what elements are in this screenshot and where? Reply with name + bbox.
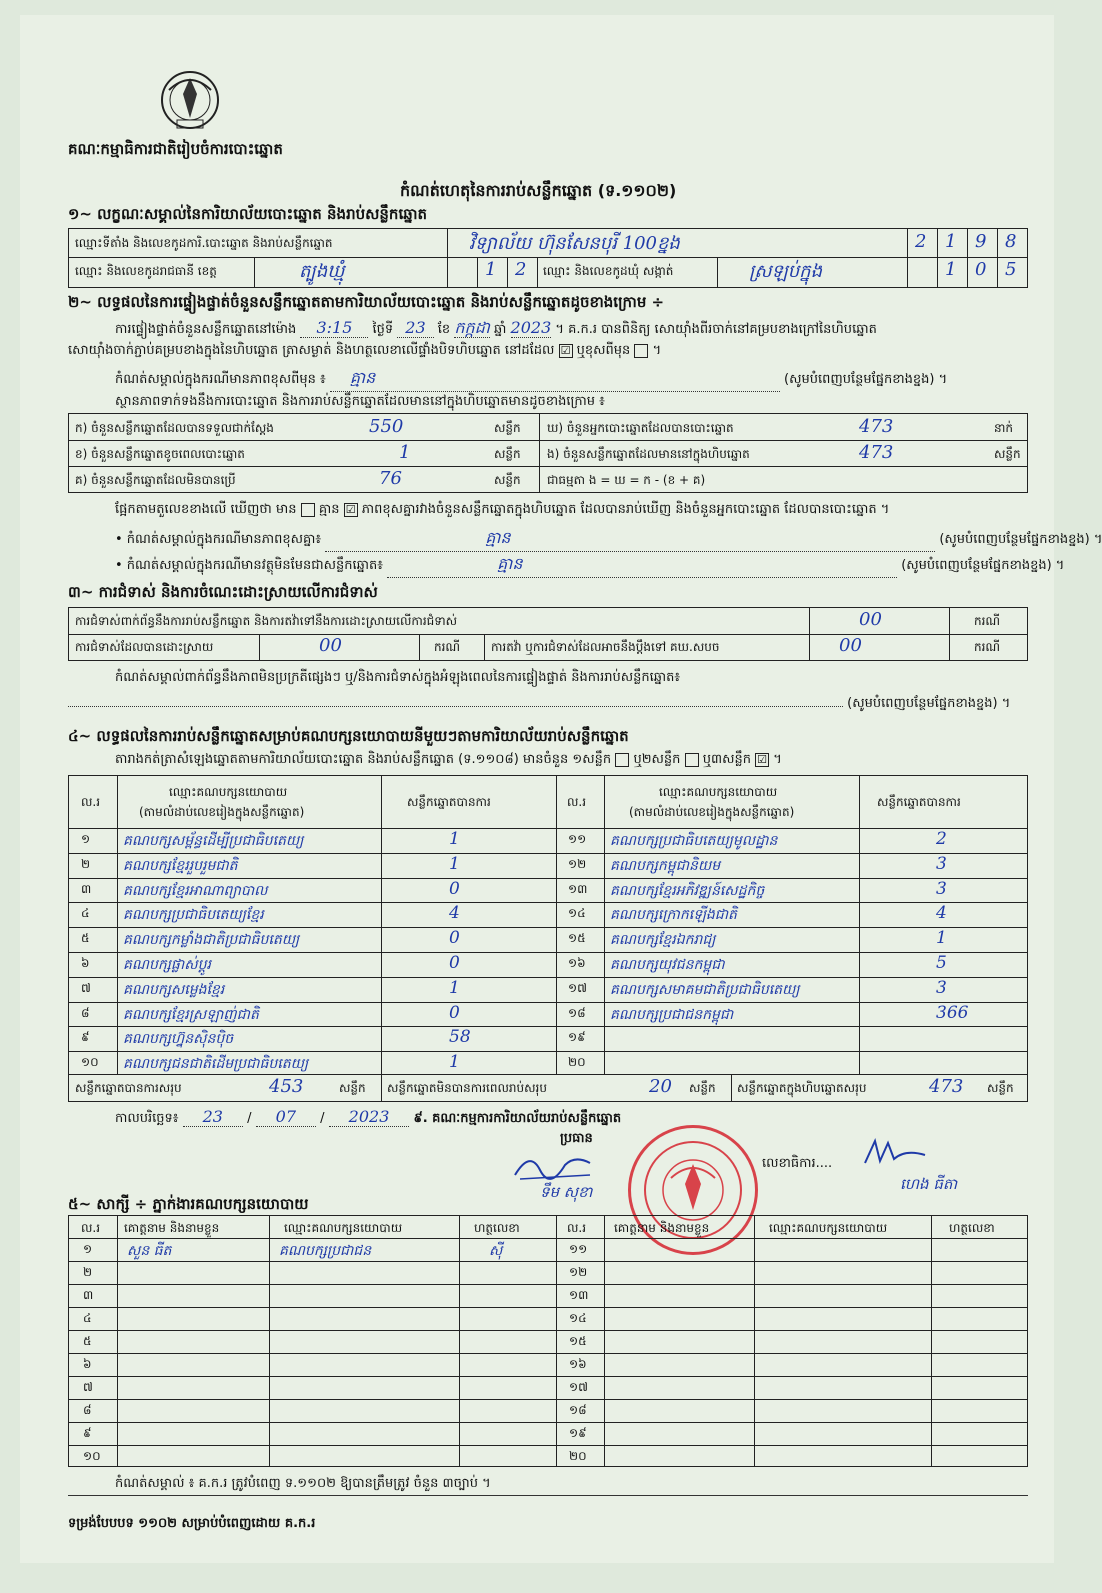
col-party-sub-right: (តាមលំដាប់លេខរៀងក្នុងសន្លឹកឆ្នោត) <box>629 805 795 819</box>
kh-unit: សន្លឹក <box>494 447 521 461</box>
g-unit: សន្លឹក <box>494 473 521 487</box>
party-row-right-name: គណបក្សសមាគមជាតិប្រជាធិបតេយ្យ <box>610 981 800 998</box>
note3-line <box>115 553 1064 578</box>
note1-value: គ្មាន <box>330 367 780 392</box>
witness-row-left-no: ៤ <box>83 1311 92 1325</box>
witness-row-left-sign: ស៊ី <box>489 1243 503 1259</box>
witness-row-left-no: ៥ <box>83 1334 92 1348</box>
formula: ជាធម្មតា ង = ឃ = ក - (ខ + គ) <box>547 473 706 487</box>
party-row-left-name: គណបក្សផ្លាស់ប្តូរ <box>123 957 211 973</box>
verify-line <box>115 317 877 341</box>
no-diff-checkbox[interactable]: ☑ <box>344 503 358 517</box>
party-row-left-no: ៣ <box>81 881 92 896</box>
totals-table <box>68 1074 1028 1102</box>
valid-total-unit: សន្លឹក <box>339 1081 366 1095</box>
form-title: កំណត់ហេតុនៃការរាប់សន្លឹកឆ្នោត (ទ.១១០២) <box>400 181 677 200</box>
party-row-right-no: ២០ <box>568 1055 586 1070</box>
party-row-right-votes: 3 <box>936 853 947 874</box>
gh-value: 473 <box>859 416 894 437</box>
note2-label: • កំណត់សម្គាល់ក្នុងករណីមានភាពខុសគ្នា៖ <box>115 532 322 547</box>
g-label: គ) ចំនួនសន្លឹកឆ្នោតដែលមិនបានប្រើ <box>75 473 236 487</box>
witness-row-left-name: សួន ធីត <box>127 1243 172 1259</box>
w-col-name-right: គោត្តនាម និងនាមខ្លួន <box>614 1221 710 1235</box>
secretary-name: ហេង ធីតា <box>900 1175 958 1193</box>
ng-value: 473 <box>859 442 894 463</box>
w-col-no-left: ល.រ <box>81 1221 101 1235</box>
s3-note <box>115 669 680 688</box>
col-votes-right: សន្លឹកឆ្នោតបានការ <box>877 795 961 809</box>
party-row-left-name: គណបក្សប្រជាធិបតេយ្យខ្មែរ <box>123 907 264 924</box>
place-value: វិទ្យាល័យ ហ៊ុនសែនបុរី 100ខ្នង <box>469 233 680 254</box>
s3-row1-label: ការជំទាស់ពាក់ព័ន្ធនឹងការរាប់សន្លឹកឆ្នោត និងការតវ៉ាទៅនឹងការដោះស្រាយលើការជំទាស់ <box>75 614 458 628</box>
w-col-party-left: ឈ្មោះគណបក្សនយោបាយ <box>284 1221 403 1235</box>
party-row-left-no: ១ <box>81 832 91 846</box>
w-col-sign-left: ហត្ថលេខា <box>474 1221 520 1235</box>
s3-table <box>68 607 1028 661</box>
s4-subtitle-b: ឬ២សន្លឹក <box>633 752 681 767</box>
s1-table <box>68 228 1028 288</box>
w-col-party-right: ឈ្មោះគណបក្សនយោបាយ <box>769 1221 888 1235</box>
province-value: ត្បូងឃ្មុំ <box>299 261 345 282</box>
g-value: 76 <box>379 468 402 489</box>
secretary-signature <box>860 1135 930 1175</box>
witness-row-right-no: ១៦ <box>569 1357 587 1371</box>
date-label: កាលបរិច្ឆេទ៖ <box>115 1111 179 1126</box>
party-row-left-no: ៩ <box>81 1030 90 1045</box>
s3-row2b-label: ការតវ៉ា ឬការជំទាស់ដែលអាចនឹងប្តឹងទៅ គឃ.សបច <box>491 640 720 654</box>
s5-title: ៥~ សាក្សី ÷ ភ្នាក់ងារគណបក្សនយោបាយ <box>68 1195 309 1213</box>
col-party-left: ឈ្មោះគណបក្សនយោបាយ <box>169 785 288 799</box>
k-label: ក) ចំនួនសន្លឹកឆ្នោតដែលបានទទួលជាក់ស្តែង <box>75 421 274 435</box>
s4-subtitle-a: តារាងកត់ត្រាសំឡេងឆ្នោតតាមការិយាល័យបោះឆ្នោត និងរាប់សន្លឹកឆ្នោត (ទ.១១០៨) មានចំនួន ១សន្លឹក <box>115 752 612 767</box>
place-code-2: 1 <box>945 231 957 252</box>
date-day: 23 <box>183 1107 243 1127</box>
party-row-right-name: គណបក្សយុវជនកម្ពុជា <box>610 957 725 973</box>
party-row-right-no: ១៣ <box>568 881 588 896</box>
party-row-right-votes: 4 <box>936 903 947 924</box>
party-row-right-no: ១២ <box>568 856 587 871</box>
place-label: ឈ្មោះទីតាំង និងលេខកូដការិ.បោះឆ្នោត និងរាប់សន្លឹកឆ្នោត <box>75 236 333 250</box>
note1-suffix: (សូមបំពេញបន្ថែមផ្នែកខាងខ្នង) ។ <box>784 372 948 387</box>
invalid-total: 20 <box>649 1076 672 1097</box>
gh-unit: នាក់ <box>994 421 1014 435</box>
s1-title: ១~ លក្ខណៈសម្គាល់នៃការិយាល័យបោះឆ្នោត និងរាប់សន្លឹកឆ្នោត <box>68 205 428 223</box>
s3-row2-value: 00 <box>319 635 342 656</box>
party-row-left-name: គណបក្សសម្ព័ន្ធដើម្បីប្រជាធិបតេយ្យ <box>123 833 304 849</box>
party-row-left-name: គណបក្សជនជាតិដើមប្រជាធិបតេយ្យ <box>123 1056 309 1073</box>
note2-suffix: (សូមបំពេញបន្ថែមផ្នែកខាងខ្នង) ។ <box>939 532 1102 547</box>
two-sheet-checkbox[interactable] <box>685 753 699 767</box>
s3-note-line2 <box>68 695 1028 714</box>
province-code-2: 2 <box>515 259 527 280</box>
note2-line <box>115 527 1102 552</box>
party-row-right-votes: 3 <box>936 977 947 998</box>
party-row-left-votes: 0 <box>449 1002 460 1023</box>
s4-subtitle-c: ឬ៣សន្លឹក <box>702 752 751 767</box>
status-line: ស្ថានភាពទាក់ទងនឹងការបោះឆ្នោត និងការរាប់សន្លឹកឆ្នោតដែលមាននៅក្នុងហិបឆ្នោតមានដូចខាងក្រោម ៖ <box>115 394 605 409</box>
diff-line <box>115 501 889 520</box>
valid-total: 453 <box>269 1076 304 1097</box>
party-row-left-votes: 4 <box>449 903 460 924</box>
party-row-right-votes: 5 <box>936 953 947 973</box>
witness-row-left-no: ៦ <box>83 1357 92 1371</box>
party-row-left-name: គណបក្សខ្មែររួបរួមជាតិ <box>123 857 238 874</box>
footnote: កំណត់សម្គាល់ ៖ គ.ក.រ ត្រូវបំពេញ ទ.១១០២ ឱ្យបានត្រឹមត្រូវ ចំនួន ៣ច្បាប់ ។ <box>115 1476 491 1491</box>
witness-row-left-no: ១០ <box>83 1449 101 1463</box>
col-votes-left: សន្លឹកឆ្នោតបានការ <box>407 795 491 809</box>
box-total: 473 <box>929 1076 964 1097</box>
place-code-1: 2 <box>915 231 927 252</box>
box-total-unit: សន្លឹក <box>987 1081 1014 1095</box>
party-row-left-votes: 0 <box>449 953 460 973</box>
witness-row-left-no: ៣ <box>83 1288 94 1302</box>
one-sheet-checkbox[interactable] <box>615 753 629 767</box>
party-row-right-votes: 1 <box>936 928 947 949</box>
invalid-total-label: សន្លឹកឆ្នោតមិនបានការពេលរាប់សរុប <box>387 1081 547 1095</box>
s3-note-suffix: (សូមបំពេញបន្ថែមផ្នែកខាងខ្នង) ។ <box>847 696 1011 711</box>
s4-title: ៤~ លទ្ធផលនៃការរាប់សន្លឹកឆ្នោតសម្រាប់គណបក្សនយោបាយនីមួយៗតាមការិយាល័យរាប់សន្លឹកឆ្នោត <box>68 727 629 745</box>
party-row-right-no: ១៥ <box>568 931 586 946</box>
verify-text-a: ការផ្ទៀងផ្ទាត់ចំនួនសន្លឹកឆ្នោតនៅម៉ោង <box>115 322 297 337</box>
party-row-left-votes: 58 <box>449 1027 471 1048</box>
note1-label: កំណត់សម្គាល់ក្នុងករណីមានភាពខុសពីមុន ៖ <box>115 372 326 387</box>
note2-value: គ្មាន <box>325 527 935 552</box>
diff-text-b: គ្មាន <box>318 502 340 517</box>
s3-row1-case: ករណី <box>974 614 1001 628</box>
witness-row-left-no: ២ <box>83 1265 93 1279</box>
col-party-right: ឈ្មោះគណបក្សនយោបាយ <box>659 785 778 799</box>
place-code-3: 9 <box>975 231 987 252</box>
changed-label: ឬខុសពីមុន <box>576 343 631 358</box>
s3-title: ៣~ ការជំទាស់ និងការចំណេះដោះស្រាយលើការជំទាស់ <box>68 583 378 601</box>
kh-label: ខ) ចំនួនសន្លឹកឆ្នោតខូចពេលបោះឆ្នោត <box>75 447 245 461</box>
commune-code-2: 0 <box>975 259 987 280</box>
party-row-right-votes: 2 <box>936 829 947 849</box>
s3-row2-label: ការជំទាស់ដែលបានដោះស្រាយ <box>75 640 214 654</box>
party-row-right-no: ១៨ <box>568 1005 586 1020</box>
party-row-left-votes: 1 <box>449 829 460 849</box>
party-row-left-no: ៧ <box>81 980 91 995</box>
nec-emblem <box>155 60 225 140</box>
k-unit: សន្លឹក <box>494 421 521 435</box>
commune-label: ឈ្មោះ និងលេខកូដឃុំ សង្កាត់ <box>543 264 674 278</box>
note3-label: • កំណត់សម្គាល់ក្នុងករណីមានវត្ថុមិនមែនជាសន្លឹកឆ្នោត៖ <box>115 558 383 573</box>
party-row-left-name: គណបក្សកម្លាំងជាតិប្រជាធិបតេយ្យ <box>123 932 300 949</box>
s3-note-label: កំណត់សម្គាល់ពាក់ព័ន្ធនឹងភាពមិនប្រក្រតីផ្សេងៗ ឬ/និងការជំទាស់ក្នុងអំឡុងពេលនៃការផ្ទៀងផ្ទាត់ និងការរាប់សន្លឹកឆ្នោត៖ <box>115 670 681 685</box>
party-row-left-no: ៦ <box>81 956 90 970</box>
party-row-left-no: ៥ <box>81 931 90 946</box>
day-label: ថ្ងៃទី <box>372 322 394 337</box>
chair-label: ប្រធាន <box>560 1131 593 1146</box>
w-col-name-left: គោត្តនាម និងនាមខ្លួន <box>124 1221 220 1235</box>
ng-unit: សន្លឹក <box>994 447 1021 461</box>
party-row-right-votes: 366 <box>936 1002 969 1023</box>
witness-row-right-no: ១២ <box>569 1265 588 1279</box>
footer-rule <box>68 1495 1028 1496</box>
party-row-left-votes: 1 <box>449 977 460 998</box>
commune-code-1: 1 <box>945 259 957 280</box>
party-row-left-no: ៤ <box>81 906 90 921</box>
note3-value: គ្មាន <box>387 553 897 578</box>
org-name: គណៈកម្មាធិការជាតិរៀបចំការបោះឆ្នោត <box>68 140 283 158</box>
note1-line <box>115 367 1015 392</box>
w-col-no-right: ល.រ <box>567 1221 587 1235</box>
date-line: កាលបរិច្ឆេទ៖ 23 / 07 / 2023 ៩. គណៈកម្មការការិយាល័យរាប់សន្លឹកឆ្នោត <box>115 1107 622 1126</box>
witness-table <box>68 1215 1028 1467</box>
witness-row-right-no: ១១ <box>569 1242 588 1256</box>
three-sheet-checkbox[interactable]: ☑ <box>755 753 769 767</box>
witness-row-right-no: ១៤ <box>569 1311 587 1325</box>
changed-checkbox[interactable] <box>634 344 648 358</box>
party-row-left-votes: 0 <box>449 928 460 949</box>
party-row-left-no: ១០ <box>81 1055 99 1070</box>
verify-time: 3:15 <box>300 318 368 338</box>
witness-row-right-no: ១៥ <box>569 1334 587 1348</box>
secretary-label-text: លេខាធិការ <box>762 1156 816 1171</box>
commune-code-3: 5 <box>1005 259 1017 280</box>
witness-row-left-no: ១ <box>83 1242 93 1256</box>
secretary-label: លេខាធិការ.... <box>762 1156 833 1171</box>
witness-row-right-no: ១៧ <box>569 1380 588 1394</box>
results-table <box>68 775 1028 1075</box>
k-value: 550 <box>369 416 404 437</box>
verify-year: 2023 <box>510 318 552 337</box>
party-row-right-name: គណបក្សកម្ពុជានិយម <box>610 857 721 874</box>
witness-row-left-no: ៧ <box>83 1380 93 1394</box>
form-page <box>20 15 1102 1563</box>
party-row-right-name: គណបក្សក្រោកឡើងជាតិ <box>610 907 737 924</box>
col-no-right: ល.រ <box>567 795 587 809</box>
box-total-label: សន្លឹកឆ្នោតក្នុងហិបឆ្នោតសរុប <box>737 1081 867 1095</box>
witness-row-right-no: ១៨ <box>569 1403 587 1417</box>
col-party-sub-left: (តាមលំដាប់លេខរៀងក្នុងសន្លឹកឆ្នោត) <box>139 805 305 819</box>
diff-text-c: ភាពខុសគ្នារវាងចំនួនសន្លឹកឆ្នោតក្នុងហិបឆ្នោត ដែលបានរាប់ឃើញ និងចំនួនអ្នកបោះឆ្នោត ដែលបានបោះឆ្នោត ។ <box>361 502 890 517</box>
party-row-left-votes: 0 <box>449 878 460 899</box>
place-code-4: 8 <box>1005 231 1017 252</box>
province-label: ឈ្មោះ និងលេខកូដរាជធានី ខេត្ត <box>75 264 217 278</box>
diff-text-a: ផ្អែកតាមតួលេខខាងលើ ឃើញថា មាន <box>115 502 297 517</box>
witness-row-right-no: ២០ <box>569 1449 587 1463</box>
s3-row2b-case: ករណី <box>974 640 1001 654</box>
verify-day: 23 <box>397 318 433 338</box>
ng-label: ង) ចំនួនសន្លឹកឆ្នោតដែលមាននៅក្នុងហិបឆ្នោត <box>547 447 750 461</box>
party-row-left-votes: 1 <box>449 853 460 874</box>
party-row-right-name: គណបក្សប្រជាធិបតេយ្យមូលដ្ឋាន <box>610 833 778 849</box>
date-year: 2023 <box>329 1107 410 1127</box>
witness-row-left-no: ៨ <box>83 1403 92 1417</box>
has-diff-checkbox[interactable] <box>301 503 315 517</box>
col-no-left: ល.រ <box>81 795 101 809</box>
gh-label: ឃ) ចំនួនអ្នកបោះឆ្នោតដែលបានបោះឆ្នោត <box>547 421 734 435</box>
s3-row1-value: 00 <box>859 609 882 630</box>
party-row-right-no: ១១ <box>568 832 587 846</box>
party-row-left-votes: 1 <box>449 1052 460 1073</box>
party-row-right-no: ១៩ <box>568 1030 586 1045</box>
committee-label: ៩. គណៈកម្មការការិយាល័យរាប់សន្លឹកឆ្នោត <box>413 1111 622 1126</box>
commune-value: ស្រឡប់ក្នុង <box>749 261 823 282</box>
s3-row2-case: ករណី <box>434 640 461 654</box>
verify-text-b: ។ គ.ក.រ បានពិនិត្យ សោយ៉ាំងពីរចាក់នៅគម្របខាងក្រៅនៃហិបឆ្នោត <box>555 322 877 337</box>
party-row-left-no: ៨ <box>81 1005 90 1020</box>
s2-counts-table <box>68 413 1028 493</box>
same-checkbox[interactable]: ☑ <box>559 344 573 358</box>
verify-month: កក្កដា <box>454 318 490 337</box>
party-row-right-no: ១៤ <box>568 906 586 921</box>
party-row-right-name: គណបក្សខ្មែរអភិវឌ្ឍន៍សេដ្ឋកិច្ច <box>610 882 765 899</box>
w-col-sign-right: ហត្ថលេខា <box>949 1221 995 1235</box>
year-label: ឆ្នាំ <box>494 322 507 337</box>
valid-total-label: សន្លឹកឆ្នោតបានការសរុប <box>75 1081 182 1095</box>
verify-text-c: សោយ៉ាំងចាក់ភ្ជាប់គម្របខាងក្នុងនៃហិបឆ្នោត ត្រាសម្ងាត់ និងហត្ថលេខាលើផ្ទាំងបិទហិបឆ្នោត នៅដដែល <box>68 343 555 358</box>
witness-row-right-no: ១៩ <box>569 1426 587 1440</box>
party-row-left-name: គណបក្សសម្លេងខ្មែរ <box>123 981 225 998</box>
witness-row-right-no: ១៣ <box>569 1288 589 1302</box>
party-row-right-name: គណបក្សប្រជាជនកម្ពុជា <box>610 1006 734 1023</box>
kh-value: 1 <box>399 442 411 463</box>
province-code-1: 1 <box>485 259 497 280</box>
chair-name: ទឹម សុខា <box>540 1183 593 1201</box>
party-row-right-no: ១៦ <box>568 956 586 970</box>
verify-line-2: សោយ៉ាំងចាក់ភ្ជាប់គម្របខាងក្នុងនៃហិបឆ្នោត ត្រាសម្ងាត់ និងហត្ថលេខាលើផ្ទាំងបិទហិបឆ្នោត នៅដដែល ☑ ឬខុសពីមុន ។ <box>68 343 662 358</box>
s3-row2b-value: 00 <box>839 635 862 656</box>
month-label: ខែ <box>437 322 451 337</box>
party-row-right-votes: 3 <box>936 878 947 899</box>
party-row-left-no: ២ <box>81 856 91 871</box>
party-row-right-no: ១៧ <box>568 980 587 995</box>
date-month: 07 <box>256 1107 316 1127</box>
s2-title: ២~ លទ្ធផលនៃការផ្ទៀងផ្ទាត់ចំនួនសន្លឹកឆ្នោតតាមការិយាល័យបោះឆ្នោត និងរាប់សន្លឹកឆ្នោតដូចខាងក្រោម ÷ <box>68 293 665 311</box>
s4-subtitle: តារាងកត់ត្រាសំឡេងឆ្នោតតាមការិយាល័យបោះឆ្នោត និងរាប់សន្លឹកឆ្នោត (ទ.១១០៨) មានចំនួន ១សន្លឹក ឬ២សន្លឹក ឬ៣សន្លឹក ☑ ។ <box>115 752 782 767</box>
witness-row-left-party: គណបក្សប្រជាជន <box>279 1243 372 1259</box>
footer-text: ទម្រង់បែបបទ ១១០២ សម្រាប់បំពេញដោយ គ.ក.រ <box>68 1516 316 1531</box>
note3-suffix: (សូមបំពេញបន្ថែមផ្នែកខាងខ្នង) ។ <box>901 558 1065 573</box>
invalid-total-unit: សន្លឹក <box>689 1081 716 1095</box>
party-row-left-name: គណបក្សខ្មែរស្រឡាញ់ជាតិ <box>123 1006 259 1023</box>
party-row-left-name: គណបក្សហ្វ៊ុនស៊ិនប៉ិច <box>123 1031 234 1048</box>
party-row-right-name: គណបក្សខ្មែរឯករាជ្យ <box>610 932 716 949</box>
witness-row-left-no: ៩ <box>83 1426 92 1440</box>
party-row-left-name: គណបក្សខ្មែរអាណាព្យាបាល <box>123 882 268 899</box>
